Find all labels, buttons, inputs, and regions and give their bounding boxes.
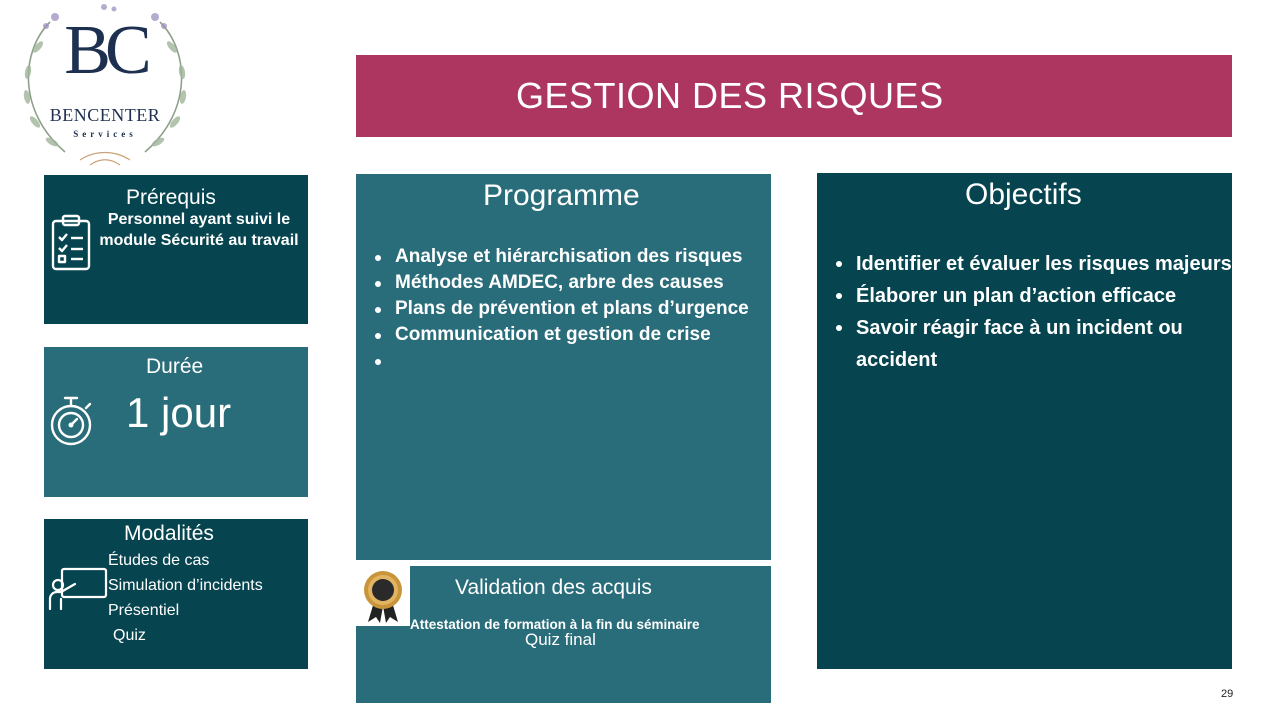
list-item: Plans de prévention et plans d’urgence [395,296,775,322]
list-item: Présentiel [108,602,180,619]
logo-subtitle: Services [73,129,137,139]
modalites-card [44,519,308,669]
list-item: Savoir réagir face à un incident ou accident [856,312,1232,376]
duree-value: 1 jour [126,389,232,436]
objectifs-heading: Objectifs [965,178,1082,211]
presentation-board-icon [48,567,108,616]
list-item: Communication et gestion de crise [395,322,775,348]
validation-quiz: Quiz final [525,630,596,649]
bencenter-logo [10,2,200,172]
list-item [395,348,775,374]
list-item: Études de cas [108,552,210,569]
list-item: Méthodes AMDEC, arbre des causes [395,270,775,296]
validation-heading: Validation des acquis [455,576,652,599]
page-number: 29 [1221,688,1234,700]
logo-name: BENCENTER [49,105,161,125]
programme-list [395,244,775,374]
objectifs-card [817,173,1232,669]
medal-ribbon-icon [358,568,408,629]
list-item: Analyse et hiérarchisation des risques [395,244,775,270]
modalites-list [108,548,263,648]
list-item: Élaborer un plan d’action efficace [856,280,1232,312]
title-banner [356,55,1232,137]
programme-card [356,174,771,560]
duree-card [44,347,308,497]
clipboard-checklist-icon [50,213,92,276]
logo-initials: BC [64,12,146,89]
prerequis-text: Personnel ayant suivi le module Sécurité au travail [99,211,299,249]
modalites-heading: Modalités [124,522,214,545]
programme-heading: Programme [483,179,640,212]
objectifs-list [856,248,1232,376]
validation-attestation: Attestation de formation à la fin du séminaire [410,617,700,632]
prerequis-card [44,175,308,324]
list-item: Simulation d’incidents [108,577,263,594]
stopwatch-icon [49,395,97,452]
prerequis-heading: Prérequis [126,186,216,209]
validation-card [356,566,771,703]
list-item: Quiz [113,627,146,644]
duree-heading: Durée [146,355,204,378]
page-title: GESTION DES RISQUES [516,75,944,116]
list-item: Identifier et évaluer les risques majeurs [856,248,1232,280]
